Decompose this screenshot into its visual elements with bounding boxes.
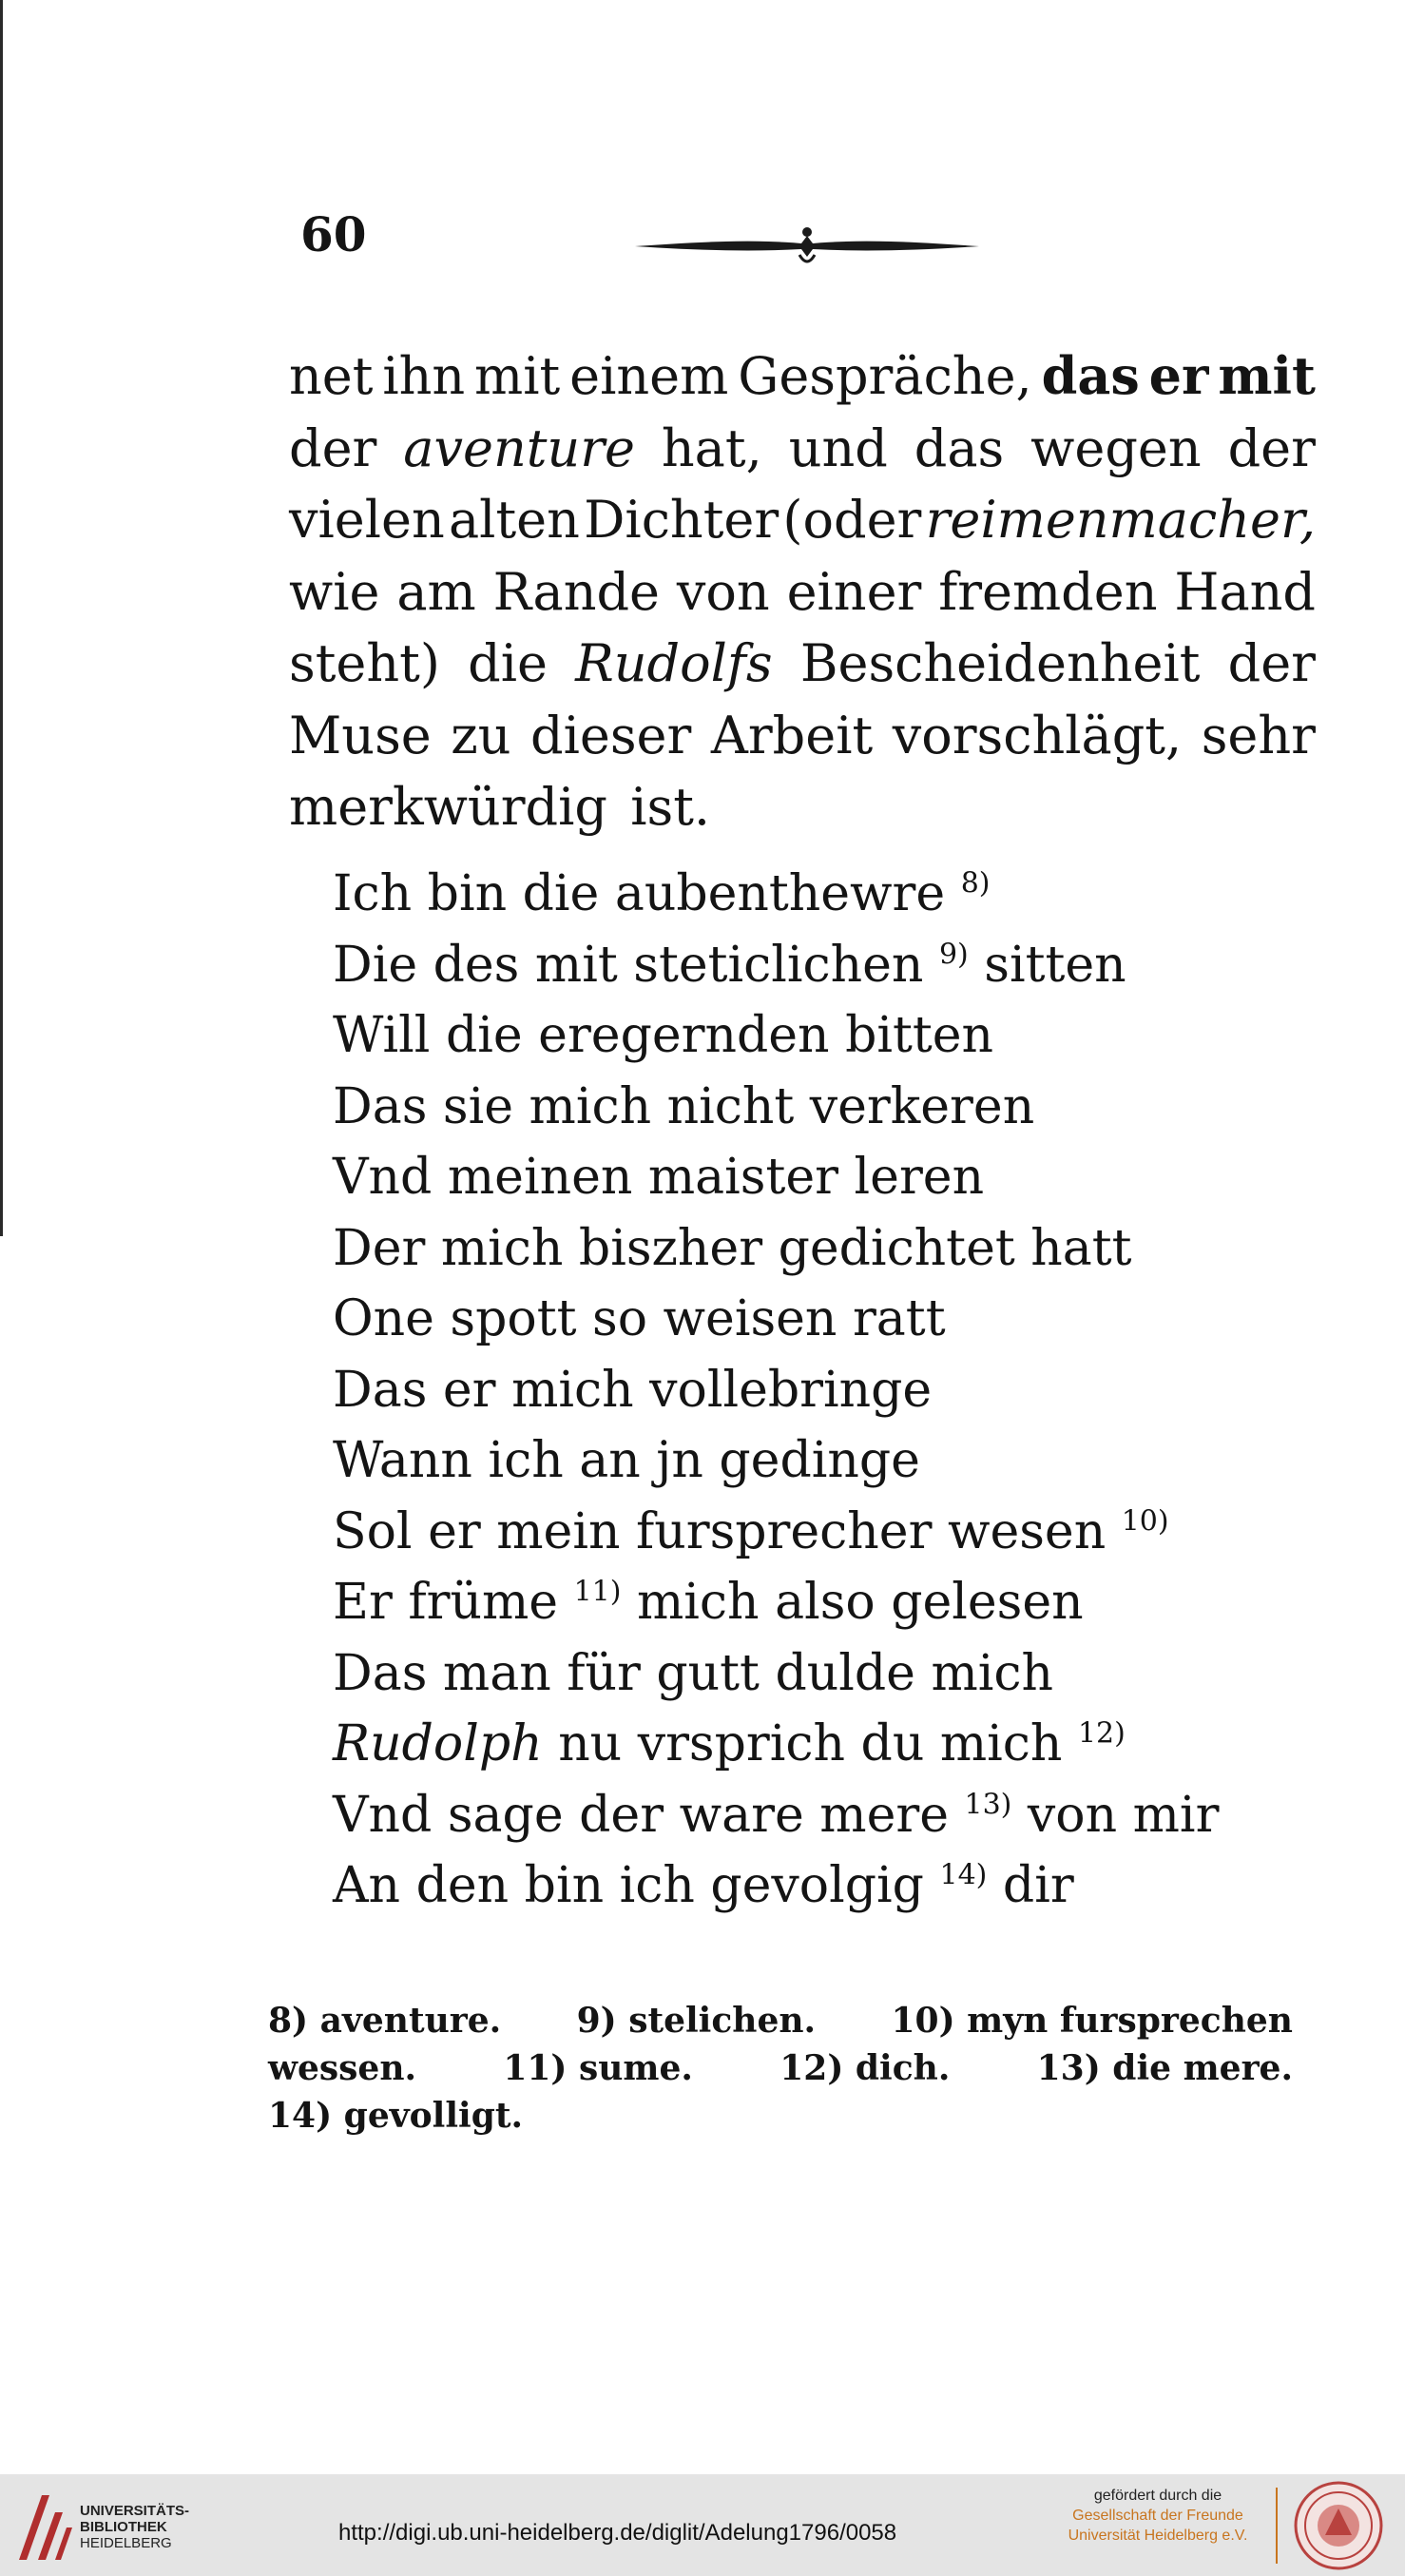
prose-word: Arbeit — [710, 705, 874, 765]
prose-word: der — [1227, 417, 1316, 478]
sponsor-divider — [1276, 2488, 1278, 2564]
verse-text: Das man für gutt dulde mich — [333, 1644, 1054, 1702]
verse-text: One spott so weisen ratt — [333, 1290, 946, 1347]
prose-word: reimenmacher, — [925, 490, 1316, 550]
prose-word: Hand — [1174, 561, 1316, 622]
verse-line — [333, 1709, 1283, 1780]
footnote-line — [268, 2044, 1293, 2092]
university-seal-icon — [1293, 2480, 1384, 2571]
institution-name-line-2: BIBLIOTHEK — [80, 2519, 167, 2535]
verse-text: Er früme — [333, 1574, 559, 1631]
prose-word: mit — [1218, 345, 1316, 406]
verse-text-after: von mir — [1027, 1786, 1220, 1844]
verse-block — [333, 859, 1283, 1922]
footnote-entry: 10) myn fursprechen — [891, 2001, 1293, 2041]
verse-line — [333, 1638, 1283, 1710]
permalink-url[interactable]: http://digi.ub.uni-heidelberg.de/diglit/Adelung1796/0058 — [338, 2520, 897, 2546]
sponsor-intro: gefördert durch die — [1093, 2488, 1222, 2504]
page-edge-shadow — [0, 0, 3, 1236]
prose-word: steht) — [289, 633, 440, 693]
university-library-logo-icon — [13, 2489, 76, 2564]
ornament-divider-icon — [635, 224, 979, 268]
prose-word: Bescheidenheit — [799, 633, 1201, 693]
footnote-reference: 12) — [1077, 1716, 1126, 1751]
footnote-line — [268, 2092, 1293, 2140]
prose-paragraph — [289, 340, 1316, 843]
prose-word: Rudolfs — [575, 633, 773, 693]
prose-line — [289, 340, 1316, 413]
prose-word: sehr — [1201, 705, 1316, 765]
footnote-reference: 9) — [938, 938, 969, 972]
footnotes — [268, 1997, 1293, 2140]
prose-word: vielen — [289, 490, 445, 550]
footnote-entry: 13) die mere. — [1036, 2048, 1293, 2088]
verse-line — [333, 1780, 1283, 1851]
prose-line — [289, 413, 1316, 485]
footnote-entry: 9) stelichen. — [576, 2001, 817, 2041]
prose-word: und — [788, 417, 888, 478]
prose-line — [289, 628, 1316, 700]
verse-line — [333, 859, 1283, 930]
prose-word: hat, — [661, 417, 762, 478]
prose-word: aventure — [403, 417, 635, 478]
page-number: 60 — [300, 206, 367, 262]
prose-word: einem — [569, 346, 729, 406]
verse-text: An den bin ich gevolgig — [333, 1857, 924, 1914]
verse-text: Die des mit steticlichen — [333, 936, 924, 994]
footnote-entry: 8) aventure. — [268, 2001, 502, 2041]
prose-word: merkwürdig — [289, 777, 607, 837]
prose-word: wegen — [1030, 417, 1202, 478]
verse-line — [333, 1497, 1283, 1568]
sponsor-name-line-1: Gesellschaft der Freunde — [1072, 2508, 1243, 2524]
verse-line — [333, 1213, 1283, 1285]
prose-word: die — [468, 633, 548, 693]
prose-word: ist. — [630, 777, 711, 837]
verse-text: Ich bin die aubenthewre — [333, 865, 946, 922]
verse-line — [333, 1284, 1283, 1355]
verse-text: nu vrsprich du mich — [558, 1715, 1063, 1772]
prose-word: net — [289, 346, 374, 406]
prose-word: der — [1227, 633, 1316, 693]
footnote-line — [268, 1997, 1293, 2044]
verse-text: Sol er mein fursprecher wesen — [333, 1502, 1107, 1560]
prose-word: von — [676, 561, 770, 622]
footnote-reference: 13) — [964, 1788, 1012, 1822]
verse-line — [333, 1142, 1283, 1213]
footnote-entry: 14) gevolligt. — [268, 2096, 524, 2136]
institution-name-line-3: HEIDELBERG — [80, 2535, 172, 2551]
verse-text: Wann ich an jn gedinge — [333, 1432, 920, 1489]
institution-name — [80, 2503, 189, 2551]
prose-line — [289, 556, 1316, 629]
prose-word: der — [289, 417, 377, 478]
verse-text-after: dir — [1002, 1857, 1074, 1914]
verse-text: Der mich biszher gedichtet hatt — [333, 1219, 1132, 1277]
verse-line — [333, 1567, 1283, 1638]
prose-word: das — [914, 417, 1005, 478]
prose-word: ihn — [382, 346, 466, 406]
sponsor-credit — [1051, 2486, 1264, 2546]
verse-line — [333, 1425, 1283, 1497]
footnote-entry: wessen. — [268, 2048, 417, 2088]
prose-word: (oder — [782, 490, 922, 550]
prose-word: am — [396, 561, 476, 622]
prose-word: Dichter — [584, 490, 779, 550]
verse-line — [333, 1072, 1283, 1143]
prose-line — [289, 771, 1316, 843]
prose-word: das — [1041, 345, 1140, 406]
verse-text: Vnd meinen maister leren — [333, 1149, 985, 1206]
institution-name-line-1: UNIVERSITÄTS- — [80, 2503, 190, 2519]
prose-line — [289, 700, 1316, 772]
prose-word: einer — [786, 561, 922, 622]
footnote-reference: 10) — [1121, 1504, 1169, 1539]
prose-word: mit — [474, 346, 561, 406]
verse-text: Will die eregernden bitten — [333, 1007, 994, 1064]
verse-line — [333, 1000, 1283, 1072]
sponsor-name-line-2: Universität Heidelberg e.V. — [1068, 2528, 1248, 2544]
verse-text: Das er mich vollebringe — [333, 1361, 933, 1419]
prose-word: vorschlägt, — [892, 705, 1183, 765]
verse-text: Das sie mich nicht verkeren — [333, 1077, 1035, 1135]
verse-text-after: mich also gelesen — [636, 1574, 1084, 1631]
viewer-footer — [0, 2474, 1405, 2576]
prose-word: Muse — [289, 705, 432, 765]
verse-line — [333, 1850, 1283, 1922]
prose-word: alten — [448, 490, 580, 550]
footnote-reference: 8) — [960, 866, 991, 901]
verse-text-after: sitten — [984, 936, 1126, 994]
prose-word: Gespräche, — [738, 346, 1032, 406]
verse-line — [333, 930, 1283, 1001]
prose-line — [289, 484, 1316, 556]
prose-word: wie — [289, 561, 380, 622]
verse-text: Vnd sage der ware mere — [333, 1786, 949, 1844]
footnote-entry: 12) dich. — [779, 2048, 951, 2088]
footnote-entry: 11) sume. — [503, 2048, 693, 2088]
verse-line — [333, 1355, 1283, 1426]
footnote-reference: 14) — [939, 1858, 988, 1892]
prose-word: zu — [451, 705, 511, 765]
footnote-reference: 11) — [573, 1575, 622, 1609]
prose-word: dieser — [530, 705, 692, 765]
prose-word: fremden — [938, 561, 1158, 622]
prose-word: er — [1148, 345, 1209, 406]
verse-italic-name: Rudolph — [333, 1715, 543, 1772]
prose-word: Rande — [492, 561, 661, 622]
